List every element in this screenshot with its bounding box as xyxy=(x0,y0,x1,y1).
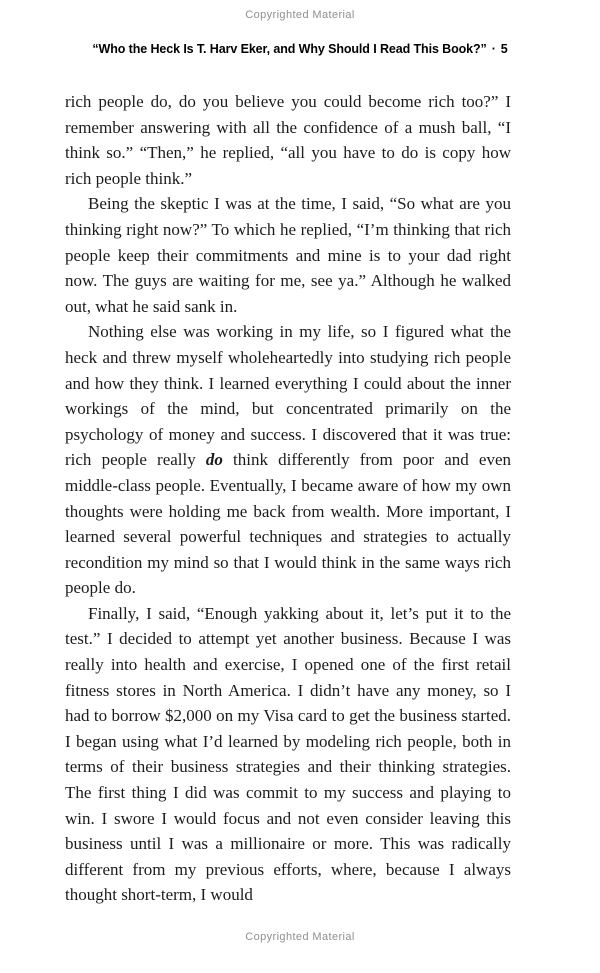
running-header-separator: · xyxy=(491,42,496,56)
paragraph-1 xyxy=(65,89,511,191)
paragraph-4-text: Finally, I said, “Enough yakking about it, let’s put it to the test.” I decided to attempt yet another business. Because I was really into health and exercise, I opened one of the first retail fitness stores in North America. I didn’t have any money, so I had to borrow $2,000 on my Visa card to get the business started. I began using what I’d learned by modeling rich people, both in terms of their business strategies and their thinking strategies. The first thing I did was commit to my success and playing to win. I swore I would focus and not even consider leaving this business until I was a millionaire or more. This was radically different from my previous efforts, where, because I always thought short-term, I would xyxy=(65,603,511,905)
copyright-notice-bottom: Copyrighted Material xyxy=(245,931,355,943)
paragraph-2 xyxy=(65,191,511,319)
paragraph-4 xyxy=(65,601,511,908)
copyright-notice-top: Copyrighted Material xyxy=(245,9,355,21)
paragraph-2-text: Being the skeptic I was at the time, I said, “So what are you thinking right now?” To which he replied, “I’m thinking that rich people keep their commitments and mine is to your dad right now. The guys are waiting for me, see ya.” Although he walked out, what he said sank in. xyxy=(65,194,511,316)
page-number: 5 xyxy=(500,42,508,56)
paragraph-3-text-before: Nothing else was working in my life, so I figured what the heck and threw myself wholeheartedly into studying rich people and how they think. I learned everything I could about the inner workings of the mind, but concentrated primarily on the psychology of money and success. I discovered that it was true: rich people really xyxy=(65,322,511,470)
paragraph-3-text-after: think differently from poor and even middle-class people. Eventually, I became aware of how my own thoughts were holding me back from wealth. More important, I learned several powerful techniques and strategies to actually recondition my mind so that I would think in the same ways rich people do. xyxy=(65,450,511,598)
paragraph-3 xyxy=(65,319,511,601)
paragraph-1-text: rich people do, do you believe you could become rich too?” I remember answering with all the confidence of a mush ball, “I think so.” “Then,” he replied, “all you have to do is copy how rich people think.” xyxy=(65,92,511,188)
running-header xyxy=(40,42,560,56)
page-body xyxy=(65,89,511,908)
running-header-title: “Who the Heck Is T. Harv Eker, and Why Should I Read This Book?” xyxy=(92,42,487,56)
emphasized-word-do: do xyxy=(205,450,223,470)
